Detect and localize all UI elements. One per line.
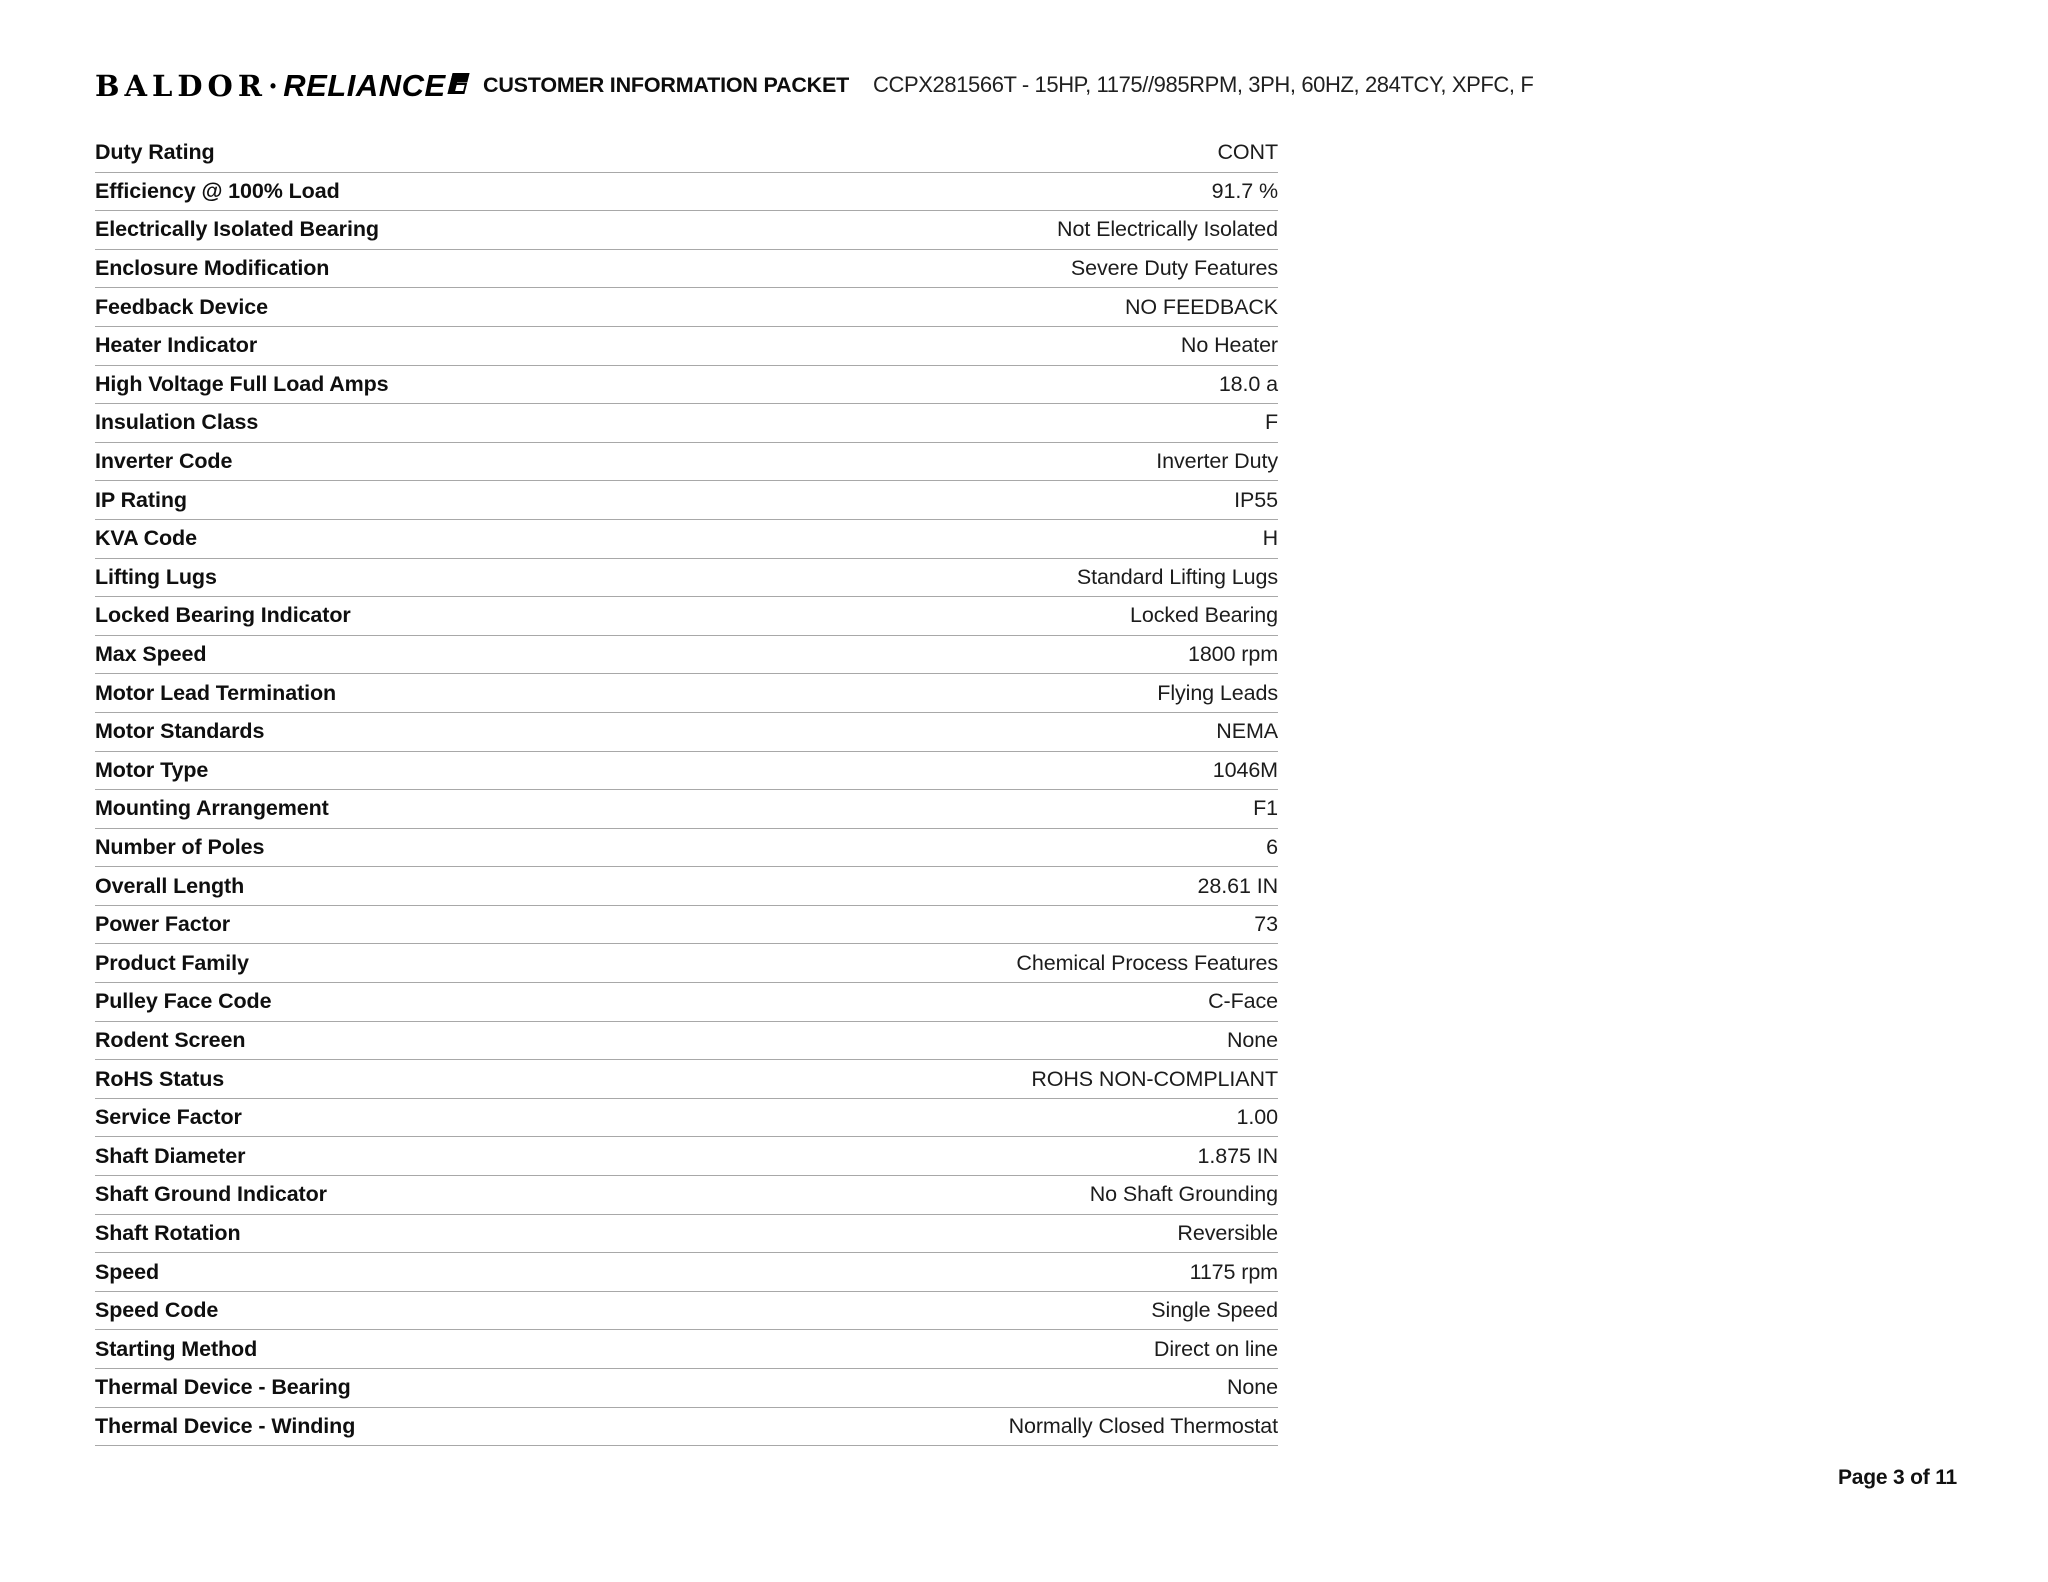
logo-reliance-text: RELIANCE [283, 68, 446, 103]
spec-label: Shaft Ground Indicator [95, 1182, 327, 1207]
spec-label: Motor Standards [95, 719, 265, 744]
spec-value: NEMA [1216, 719, 1278, 744]
spec-label: IP Rating [95, 487, 187, 512]
spec-label: Rodent Screen [95, 1027, 246, 1052]
table-row [95, 713, 1278, 752]
spec-value: Locked Bearing [1129, 603, 1278, 628]
spec-value: 1175 rpm [1189, 1259, 1278, 1284]
table-row [95, 211, 1278, 250]
spec-value: Inverter Duty [1156, 449, 1278, 474]
spec-label: Service Factor [95, 1105, 242, 1130]
spec-label: Thermal Device - Winding [95, 1413, 356, 1438]
spec-label: Starting Method [95, 1336, 258, 1361]
spec-value: F1 [1253, 796, 1278, 821]
document-title: CUSTOMER INFORMATION PACKET [483, 73, 850, 97]
product-code-subtitle: CCPX281566T - 15HP, 1175//985RPM, 3PH, 60HZ, 284TCY, XPFC, F [873, 72, 1534, 97]
spec-value: Single Speed [1151, 1298, 1278, 1323]
spec-label: Electrically Isolated Bearing [95, 217, 379, 242]
table-row [95, 829, 1278, 868]
spec-label: Enclosure Modification [95, 256, 330, 281]
spec-value: Severe Duty Features [1070, 256, 1278, 281]
table-row [95, 1137, 1278, 1176]
baldor-reliance-logo [95, 68, 467, 104]
spec-label: Speed Code [95, 1298, 219, 1323]
table-row [95, 983, 1278, 1022]
spec-value: C-Face [1208, 989, 1278, 1014]
table-row [95, 790, 1278, 829]
spec-value: 1800 rpm [1187, 642, 1278, 667]
spec-label: Motor Type [95, 757, 209, 782]
spec-label: Lifting Lugs [95, 564, 217, 589]
spec-value: ROHS NON-COMPLIANT [1031, 1066, 1278, 1091]
spec-label: Thermal Device - Bearing [95, 1375, 351, 1400]
table-row [95, 1330, 1278, 1369]
spec-label: Duty Rating [95, 140, 215, 165]
table-row [95, 752, 1278, 791]
table-row [95, 250, 1278, 289]
spec-label: Product Family [95, 950, 249, 975]
spec-value: 73 [1254, 912, 1278, 937]
spec-label: KVA Code [95, 526, 197, 551]
spec-label: Heater Indicator [95, 333, 258, 358]
spec-label: Inverter Code [95, 449, 233, 474]
logo-baldor-text: BALDOR [95, 69, 267, 103]
spec-value: Flying Leads [1157, 680, 1278, 705]
spec-value: Chemical Process Features [1016, 950, 1278, 975]
table-row [95, 173, 1278, 212]
table-row [95, 597, 1278, 636]
spec-value: Direct on line [1153, 1336, 1278, 1361]
spec-value: 18.0 a [1218, 371, 1278, 396]
spec-value: 1046M [1212, 757, 1278, 782]
spec-label: Mounting Arrangement [95, 796, 329, 821]
spec-value: 91.7 % [1211, 178, 1278, 203]
table-row [95, 636, 1278, 675]
spec-value: Not Electrically Isolated [1057, 217, 1278, 242]
table-row [95, 1060, 1278, 1099]
spec-label: Power Factor [95, 912, 231, 937]
spec-label: Number of Poles [95, 834, 265, 859]
table-row [95, 1292, 1278, 1331]
table-row [95, 1253, 1278, 1292]
spec-value: H [1262, 526, 1278, 551]
spec-value: IP55 [1234, 487, 1278, 512]
table-row [95, 674, 1278, 713]
spec-label: High Voltage Full Load Amps [95, 371, 389, 396]
spec-value: 1.00 [1236, 1105, 1278, 1130]
spec-label: Shaft Rotation [95, 1220, 241, 1245]
spec-label: Overall Length [95, 873, 245, 898]
table-row [95, 327, 1278, 366]
table-row [95, 906, 1278, 945]
spec-label: Efficiency @ 100% Load [95, 178, 340, 203]
spec-label: Locked Bearing Indicator [95, 603, 351, 628]
spec-label: Speed [95, 1259, 160, 1284]
table-row [95, 867, 1278, 906]
spec-value: CONT [1217, 140, 1278, 165]
table-row [95, 1215, 1278, 1254]
spec-value: None [1227, 1375, 1278, 1400]
table-row [95, 366, 1278, 405]
spec-value: None [1227, 1027, 1278, 1052]
spec-value: 6 [1266, 834, 1278, 859]
spec-label: Insulation Class [95, 410, 259, 435]
spec-value: Standard Lifting Lugs [1076, 564, 1278, 589]
table-row [95, 288, 1278, 327]
spec-label: RoHS Status [95, 1066, 225, 1091]
table-row [95, 1176, 1278, 1215]
table-row [95, 1369, 1278, 1408]
logo-mark-icon [447, 73, 469, 94]
spec-value: Normally Closed Thermostat [1008, 1413, 1278, 1438]
table-row [95, 481, 1278, 520]
table-row [95, 944, 1278, 983]
table-row [95, 443, 1278, 482]
spec-value: No Heater [1180, 333, 1278, 358]
spec-label: Max Speed [95, 642, 207, 667]
table-row [95, 520, 1278, 559]
spec-value: NO FEEDBACK [1124, 294, 1278, 319]
page-number: Page 3 of 11 [1838, 1466, 1957, 1489]
table-row [95, 559, 1278, 598]
spec-label: Shaft Diameter [95, 1143, 246, 1168]
spec-value: No Shaft Grounding [1089, 1182, 1278, 1207]
spec-label: Motor Lead Termination [95, 680, 337, 705]
spec-label: Pulley Face Code [95, 989, 272, 1014]
spec-value: 28.61 IN [1197, 873, 1278, 898]
spec-value: Reversible [1177, 1220, 1278, 1245]
spec-value: 1.875 IN [1197, 1143, 1278, 1168]
page-header [95, 66, 1953, 106]
spec-value: F [1264, 410, 1278, 435]
table-row [95, 404, 1278, 443]
table-row [95, 1022, 1278, 1061]
spec-table [95, 134, 1278, 1446]
spec-label: Feedback Device [95, 294, 268, 319]
table-row [95, 1408, 1278, 1447]
table-row [95, 1099, 1278, 1138]
logo-dot-separator: • [269, 75, 277, 96]
table-row [95, 134, 1278, 173]
